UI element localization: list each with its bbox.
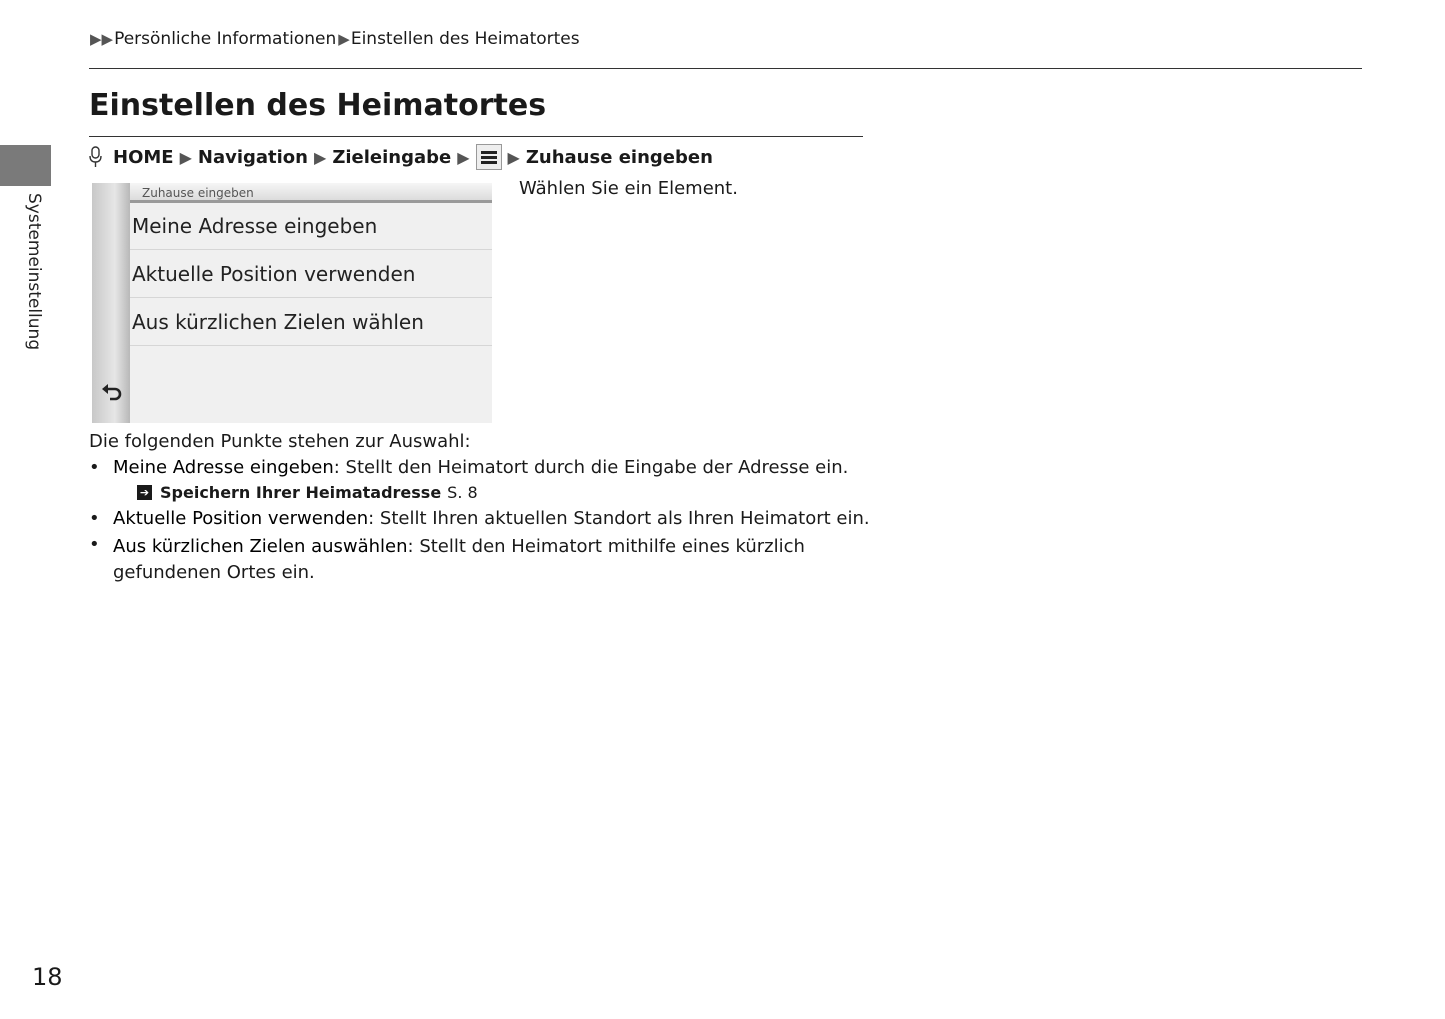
bullet-term: Aktuelle Position verwenden	[113, 508, 369, 529]
bullet-text: : Stellt den Heimatort durch die Eingabe der Adresse ein.	[333, 457, 849, 478]
page-number: 18	[32, 963, 63, 991]
list-item	[89, 508, 870, 529]
bullet-text: : Stellt Ihren aktuellen Standort als Ihren Heimatort ein.	[368, 508, 870, 529]
list-item	[89, 534, 805, 586]
breadcrumb-arrow-icon: ▶	[338, 30, 350, 48]
breadcrumb	[90, 29, 582, 49]
breadcrumb-item-personal-info[interactable]: Persönliche Informationen	[114, 29, 337, 49]
screen-item-recent-destinations[interactable]: Aus kürzlichen Zielen wählen	[130, 299, 492, 346]
bullet-icon: •	[89, 508, 100, 529]
screen-item-enter-my-address[interactable]: Meine Adresse eingeben	[130, 203, 492, 250]
operation-path	[89, 144, 717, 170]
title-divider	[89, 136, 863, 137]
breadcrumb-arrow-icon: ▶▶	[90, 30, 114, 48]
breadcrumb-item-home-setting[interactable]: Einstellen des Heimatortes	[350, 29, 580, 49]
page-title: Einstellen des Heimatortes	[89, 88, 547, 123]
path-step-destination-entry: Zieleingabe	[332, 146, 452, 168]
bullet-text-continued: gefundenen Ortes ein.	[113, 562, 315, 583]
chapter-tab-marker	[0, 145, 51, 186]
path-arrow-icon: ▶	[314, 147, 327, 167]
screen-header: Zuhause eingeben	[130, 183, 492, 203]
reference-page[interactable]: S. 8	[447, 483, 478, 502]
back-icon[interactable]	[100, 381, 124, 405]
bullet-text: : Stellt den Heimatort mithilfe eines kürzlich	[407, 536, 805, 557]
reference-title[interactable]: Speichern Ihrer Heimatadresse	[160, 483, 442, 502]
path-step-enter-home: Zuhause eingeben	[525, 146, 713, 168]
bullet-icon: •	[89, 457, 100, 478]
path-arrow-icon: ▶	[507, 147, 520, 167]
bullet-term: Meine Adresse eingeben	[113, 457, 334, 478]
list-item	[89, 457, 848, 478]
path-arrow-icon: ▶	[179, 147, 192, 167]
nav-screen-mockup	[92, 183, 492, 423]
top-divider	[89, 68, 1362, 69]
voice-command-icon	[89, 146, 103, 168]
menu-icon	[476, 144, 502, 170]
bullet-term: Aus kürzlichen Zielen auswählen	[113, 536, 408, 557]
path-step-home: HOME	[113, 146, 174, 168]
instruction-text: Wählen Sie ein Element.	[519, 178, 738, 199]
screen-item-use-current-position[interactable]: Aktuelle Position verwenden	[130, 251, 492, 298]
reference-arrow-icon: ➔	[137, 485, 152, 500]
chapter-label: Systemeinstellung	[24, 193, 44, 351]
path-step-navigation: Navigation	[197, 146, 308, 168]
bullet-icon: •	[89, 534, 100, 555]
cross-reference[interactable]	[137, 483, 478, 502]
path-arrow-icon: ▶	[457, 147, 470, 167]
intro-text: Die folgenden Punkte stehen zur Auswahl:	[89, 431, 471, 452]
